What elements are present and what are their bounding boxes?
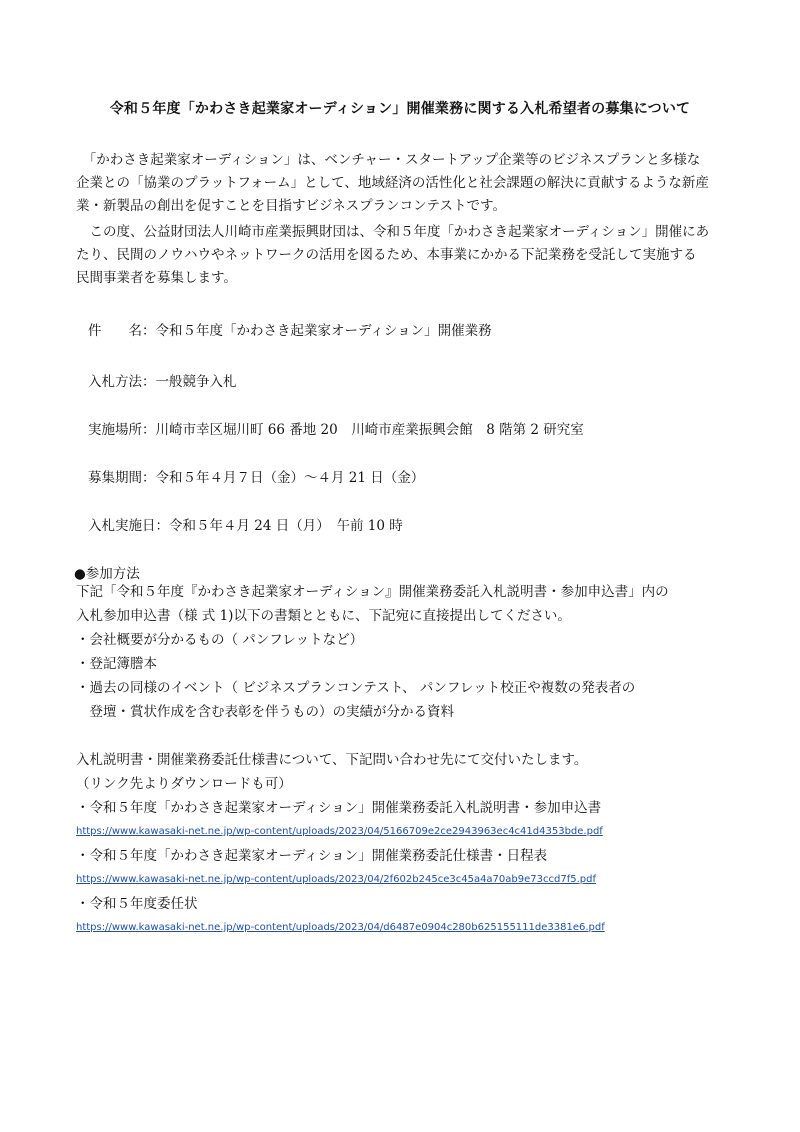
field-value: 令和５年度「かわさき起業家オーディション」開催業務 <box>155 323 492 339</box>
field-label: 入札方法： <box>88 374 156 390</box>
document-item-label: ・令和５年度「かわさき起業家オーディション」開催業務委託入札説明書・参加申込書 <box>76 800 602 816</box>
participation-line: ・登記簿謄本 <box>76 656 157 672</box>
field-label: 募集期間： <box>88 470 156 486</box>
field-subject <box>88 319 492 339</box>
field-label: 件 名： <box>88 323 156 339</box>
field-value: 川崎市幸区堀川町 66 番地 20 川崎市産業振興会館 8 階第 2 研究室 <box>155 422 584 438</box>
participation-line: ・会社概要が分かるもの（ パンフレットなど） <box>76 632 364 648</box>
field-label: 実施場所： <box>88 422 156 438</box>
participation-line: 入札参加申込書（様 式 1)以下の書類とともに、下記宛に直接提出してください。 <box>76 608 571 624</box>
participation-line: 登壇・賞状作成を含む表彰を伴うもの）の実績が分かる資料 <box>76 704 454 720</box>
documents-section <box>76 748 605 940</box>
document-link-power-of-attorney[interactable]: https://www.kawasaki-net.ne.jp/wp-content/uploads/2023/04/d6487e0904c280b625155111de3381e6.pdf <box>76 922 605 933</box>
field-label: 入札実施日： <box>88 518 169 534</box>
field-value: 令和５年４月 24 日（月） 午前 10 時 <box>169 518 403 534</box>
intro-line: この度、公益財団法人川崎市産業振興財団は、令和５年度「かわさき起業家オーディション」開催にあ <box>76 224 710 240</box>
page-title: 令和５年度「かわさき起業家オーディション」開催業務に関する入札希望者の募集について <box>109 101 691 117</box>
field-venue <box>88 418 584 438</box>
field-bid-method <box>88 370 237 390</box>
participation-body <box>76 580 669 724</box>
intro-line: 「かわさき起業家オーディション」は、ベンチャー・スタートアップ企業等のビジネスプランと多様な <box>76 152 701 168</box>
intro-line: 業・新製品の創出を促すことを目指すビジネスプランコンテストです。 <box>76 198 506 214</box>
intro-paragraph-1 <box>76 149 736 218</box>
document-link-bid-instructions[interactable]: https://www.kawasaki-net.ne.jp/wp-content/uploads/2023/04/5166709e2ce2943963ec4c41d4353bde.pdf <box>76 826 603 837</box>
intro-line: 民間事業者を募集します。 <box>76 270 237 286</box>
document-item-label: ・令和５年度委任状 <box>76 896 198 912</box>
documents-intro: 入札説明書・開催業務委託仕様書について、下記問い合わせ先にて交付いたします。 <box>76 752 588 768</box>
document-link-specification[interactable]: https://www.kawasaki-net.ne.jp/wp-content/uploads/2023/04/2f602b245ce3c45a4a70ab9e73ccd7f5.pdf <box>76 874 596 885</box>
intro-line: たり、民間のノウハウやネットワークの活用を図るため、本事業にかかる下記業務を受託して実施する <box>76 247 697 263</box>
participation-line: 下記「令和５年度『かわさき起業家オーディション』開催業務委託入札説明書・参加申込書」内の <box>76 584 669 600</box>
field-bid-date <box>88 514 403 534</box>
participation-line: ・過去の同様のイベント（ ビジネスプランコンテスト、 パンフレット校正や複数の発表者の <box>76 680 636 696</box>
participation-heading: ●参加方法 <box>74 566 140 582</box>
intro-paragraph-2 <box>76 221 736 290</box>
intro-line: 企業との「協業のプラットフォーム」として、地域経済の活性化と社会課題の解決に貢献するような新産 <box>76 175 709 191</box>
document-item-label: ・令和５年度「かわさき起業家オーディション」開催業務委託仕様書・日程表 <box>76 848 548 864</box>
field-value: 一般競争入札 <box>155 374 237 390</box>
field-value: 令和５年４月７日（金）～４月 21 日（金） <box>155 470 425 486</box>
field-recruitment-period <box>88 466 424 486</box>
documents-note: （リンク先よりダウンロードも可） <box>76 776 292 792</box>
